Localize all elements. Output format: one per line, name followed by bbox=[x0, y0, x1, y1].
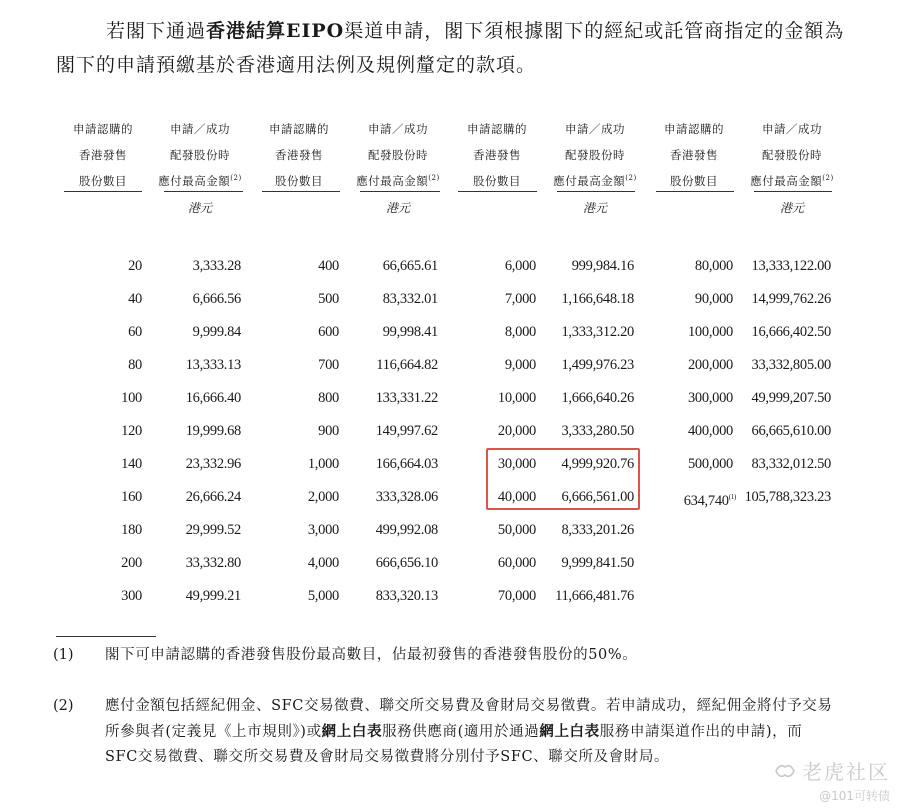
header-amount-line: 應付最高金額 bbox=[553, 174, 626, 188]
unit-label: 港元 bbox=[385, 201, 410, 215]
cell-shares bbox=[695, 250, 733, 283]
header-shares-line: 股份數目 bbox=[79, 174, 127, 188]
header-amount-line: 申請／成功 bbox=[565, 122, 625, 136]
cell-shares-value: 100 bbox=[121, 390, 142, 406]
cell-shares-value: 5,000 bbox=[307, 588, 339, 604]
cell-shares-value: 160 bbox=[121, 489, 142, 505]
cell-amount: 19,999.68 bbox=[185, 423, 241, 439]
cell-shares-value: 9,000 bbox=[504, 357, 536, 373]
cell-amount: 133,331.22 bbox=[375, 390, 438, 406]
cell-shares-value: 70,000 bbox=[497, 588, 536, 604]
cell-shares-value: 500,000 bbox=[687, 456, 733, 472]
cell-amount: 16,666,402.50 bbox=[751, 324, 831, 340]
cell-shares-value: 3,000 bbox=[307, 522, 339, 538]
cell-amount: 166,664.03 bbox=[375, 456, 438, 472]
header-shares-line: 申請認購的 bbox=[269, 122, 329, 136]
cell-shares bbox=[688, 349, 733, 382]
cell-shares-value: 200 bbox=[121, 555, 142, 571]
header-rule bbox=[360, 191, 440, 192]
header-note-ref: (2) bbox=[428, 174, 440, 183]
header-amount-line: 申請／成功 bbox=[762, 122, 822, 136]
cell-shares-value: 300,000 bbox=[687, 390, 733, 406]
header-shares-line: 香港發售 bbox=[670, 148, 718, 162]
footnote-2-a: 應付金額包括經紀佣金、SFC交易徵費、聯交所交易費及會財局交易徵費。若申請成功，經紀佣金將付予交易所參與者(定義見《上市規則》)或 bbox=[105, 698, 833, 740]
cell-shares-value: 120 bbox=[121, 423, 142, 439]
header-shares bbox=[452, 116, 542, 194]
cell-shares-value: 634,740 bbox=[683, 492, 729, 509]
cell-shares-value: 80 bbox=[128, 357, 142, 373]
cell-amount: 116,664.82 bbox=[376, 357, 438, 373]
table-row bbox=[0, 415, 904, 448]
cell-amount: 149,997.62 bbox=[375, 423, 438, 439]
cell-amount: 14,999,762.26 bbox=[751, 291, 831, 307]
header-shares-line: 申請認購的 bbox=[73, 122, 133, 136]
cell-shares-value: 10,000 bbox=[497, 390, 536, 406]
cell-shares-value: 200,000 bbox=[687, 357, 733, 373]
cell-note-ref: (1) bbox=[728, 493, 736, 501]
header-amount-line: 應付最高金額 bbox=[158, 174, 231, 188]
cell-amount: 999,984.16 bbox=[571, 258, 634, 274]
cell-shares bbox=[688, 415, 733, 448]
header-rule bbox=[64, 191, 142, 192]
header-shares-line: 申請認購的 bbox=[664, 122, 724, 136]
header-amount-line: 應付最高金額 bbox=[356, 174, 429, 188]
cell-shares-value: 800 bbox=[318, 390, 339, 406]
intro-bold: 香港結算EIPO bbox=[206, 20, 345, 42]
tiger-logo-icon bbox=[774, 762, 796, 780]
cell-amount: 33,332.80 bbox=[185, 555, 241, 571]
cell-shares-value: 4,000 bbox=[307, 555, 339, 571]
cell-shares-value: 180 bbox=[121, 522, 142, 538]
cell-amount: 99,998.41 bbox=[382, 324, 438, 340]
table-row bbox=[0, 382, 904, 415]
cell-amount: 23,332.96 bbox=[185, 456, 241, 472]
header-amount-line: 申請／成功 bbox=[368, 122, 428, 136]
watermark-brand: 老虎社区 bbox=[802, 760, 890, 784]
header-note-ref: (2) bbox=[822, 174, 834, 183]
table-row bbox=[0, 448, 904, 481]
cell-amount: 16,666.40 bbox=[185, 390, 241, 406]
cell-amount: 3,333,280.50 bbox=[561, 423, 634, 439]
watermark bbox=[774, 756, 890, 804]
cell-amount: 13,333,122.00 bbox=[751, 258, 831, 274]
footnote-2-bold-2: 網上白表 bbox=[539, 723, 600, 740]
cell-amount: 4,999,920.76 bbox=[561, 456, 634, 472]
cell-shares-value: 6,000 bbox=[504, 258, 536, 274]
footnote-2-bold-1: 網上白表 bbox=[321, 723, 383, 740]
cell-amount: 9,999.84 bbox=[192, 324, 241, 340]
header-amount bbox=[348, 116, 448, 194]
header-amount-line: 配發股份時 bbox=[170, 148, 230, 162]
header-shares bbox=[58, 116, 148, 194]
header-amount-line: 應付最高金額 bbox=[750, 174, 823, 188]
cell-amount: 333,328.06 bbox=[375, 489, 438, 505]
header-amount bbox=[742, 116, 842, 194]
table-row bbox=[0, 481, 904, 514]
cell-shares-value: 40 bbox=[128, 291, 142, 307]
cell-shares-value: 60,000 bbox=[497, 555, 536, 571]
header-shares-line: 申請認購的 bbox=[467, 122, 527, 136]
cell-amount: 83,332.01 bbox=[382, 291, 438, 307]
cell-shares-value: 300 bbox=[121, 588, 142, 604]
footnote-1-label: (1) bbox=[53, 647, 74, 663]
cell-amount: 3,333.28 bbox=[192, 258, 241, 274]
footnote-divider bbox=[56, 636, 156, 637]
unit-label: 港元 bbox=[779, 201, 804, 215]
table-row bbox=[0, 547, 904, 580]
footnote-2-d: 服務申請渠道作出的申請)，而SFC交易徵費、聯交所交易費及會財局交易徵費將分別付予SFC、聯交所及會財局。 bbox=[105, 724, 803, 765]
intro-part2: 渠道申請，閣下須根據閣下的經紀或託管商指定的金額為閣下的申請預繳基於香港適用法例及規例釐定的款項。 bbox=[56, 20, 845, 76]
cell-amount: 11,666,481.76 bbox=[555, 588, 634, 604]
cell-amount: 49,999.21 bbox=[185, 588, 241, 604]
cell-shares bbox=[684, 481, 736, 518]
header-note-ref: (2) bbox=[230, 174, 242, 183]
cell-shares-value: 500 bbox=[318, 291, 339, 307]
cell-shares-value: 400 bbox=[318, 258, 339, 274]
cell-shares-value: 40,000 bbox=[497, 489, 536, 505]
cell-shares bbox=[688, 448, 733, 481]
header-shares bbox=[254, 116, 344, 194]
cell-shares-value: 80,000 bbox=[694, 258, 733, 274]
header-shares-line: 香港發售 bbox=[275, 148, 323, 162]
unit-label: 港元 bbox=[582, 201, 607, 215]
highlight-box bbox=[486, 448, 640, 510]
cell-shares bbox=[498, 547, 536, 580]
table-row bbox=[0, 349, 904, 382]
header-amount-line: 配發股份時 bbox=[368, 148, 428, 162]
cell-shares-value: 20,000 bbox=[497, 423, 536, 439]
cell-amount: 666,656.10 bbox=[375, 555, 438, 571]
watermark-handle: @101可转债 bbox=[819, 789, 890, 803]
header-note-ref: (2) bbox=[625, 174, 637, 183]
footnote-1-text: 閣下可申請認購的香港發售股份最高數目，佔最初發售的香港發售股份的50%。 bbox=[105, 647, 638, 663]
cell-amount: 49,999,207.50 bbox=[751, 390, 831, 406]
cell-amount: 833,320.13 bbox=[375, 588, 438, 604]
header-amount-line: 申請／成功 bbox=[170, 122, 230, 136]
header-rule bbox=[656, 191, 734, 192]
cell-shares bbox=[498, 580, 536, 613]
cell-shares bbox=[498, 514, 536, 547]
header-shares bbox=[649, 116, 739, 194]
cell-amount: 1,166,648.18 bbox=[561, 291, 634, 307]
cell-amount: 29,999.52 bbox=[185, 522, 241, 538]
header-amount bbox=[150, 116, 250, 194]
cell-shares-value: 140 bbox=[121, 456, 142, 472]
cell-shares bbox=[688, 382, 733, 415]
cell-amount: 105,788,323.23 bbox=[744, 489, 831, 505]
cell-amount: 66,665,610.00 bbox=[751, 423, 831, 439]
footnote-2-c: 服務供應商(適用於通過 bbox=[382, 724, 540, 740]
cell-amount: 9,999,841.50 bbox=[561, 555, 634, 571]
cell-shares-value: 7,000 bbox=[504, 291, 536, 307]
cell-amount: 6,666,561.00 bbox=[561, 489, 634, 505]
cell-amount: 66,665.61 bbox=[382, 258, 438, 274]
cell-shares-value: 20 bbox=[128, 258, 142, 274]
cell-shares-value: 90,000 bbox=[694, 291, 733, 307]
cell-shares bbox=[695, 283, 733, 316]
cell-shares-value: 50,000 bbox=[497, 522, 536, 538]
header-rule bbox=[164, 191, 243, 192]
cell-amount: 33,332,805.00 bbox=[751, 357, 831, 373]
table-row bbox=[0, 514, 904, 547]
cell-shares-value: 8,000 bbox=[504, 324, 536, 340]
header-shares-line: 香港發售 bbox=[79, 148, 127, 162]
cell-amount: 1,666,640.26 bbox=[561, 390, 634, 406]
cell-shares-value: 600 bbox=[318, 324, 339, 340]
cell-amount: 26,666.24 bbox=[185, 489, 241, 505]
intro-paragraph bbox=[56, 14, 846, 82]
cell-shares bbox=[688, 316, 733, 349]
cell-amount: 6,666.56 bbox=[192, 291, 241, 307]
cell-amount: 8,333,201.26 bbox=[561, 522, 634, 538]
cell-amount: 1,333,312.20 bbox=[561, 324, 634, 340]
table-row bbox=[0, 316, 904, 349]
cell-amount: 13,333.13 bbox=[185, 357, 241, 373]
cell-amount: 1,499,976.23 bbox=[561, 357, 634, 373]
header-amount bbox=[545, 116, 645, 194]
header-shares-line: 香港發售 bbox=[473, 148, 521, 162]
header-rule bbox=[458, 191, 537, 192]
header-shares-line: 股份數目 bbox=[670, 174, 718, 188]
cell-shares-value: 700 bbox=[318, 357, 339, 373]
header-amount-line: 配發股份時 bbox=[565, 148, 625, 162]
cell-shares-value: 400,000 bbox=[687, 423, 733, 439]
header-shares-line: 股份數目 bbox=[275, 174, 323, 188]
footnote-2-label: (2) bbox=[53, 698, 74, 714]
cell-shares-value: 30,000 bbox=[497, 456, 536, 472]
intro-part1: 若閣下通過 bbox=[106, 20, 207, 42]
cell-amount: 499,992.08 bbox=[375, 522, 438, 538]
header-rule bbox=[754, 191, 832, 192]
unit-label: 港元 bbox=[187, 201, 212, 215]
header-amount-line: 配發股份時 bbox=[762, 148, 822, 162]
cell-shares-value: 1,000 bbox=[307, 456, 339, 472]
cell-shares-value: 100,000 bbox=[687, 324, 733, 340]
cell-shares-value: 900 bbox=[318, 423, 339, 439]
header-shares-line: 股份數目 bbox=[473, 174, 521, 188]
footnote-2-text bbox=[105, 694, 835, 770]
table-row bbox=[0, 283, 904, 316]
table-row bbox=[0, 580, 904, 613]
cell-amount: 83,332,012.50 bbox=[751, 456, 831, 472]
cell-shares-value: 2,000 bbox=[307, 489, 339, 505]
cell-shares-value: 60 bbox=[128, 324, 142, 340]
header-rule bbox=[262, 191, 340, 192]
header-rule bbox=[557, 191, 635, 192]
table-row bbox=[0, 250, 904, 283]
